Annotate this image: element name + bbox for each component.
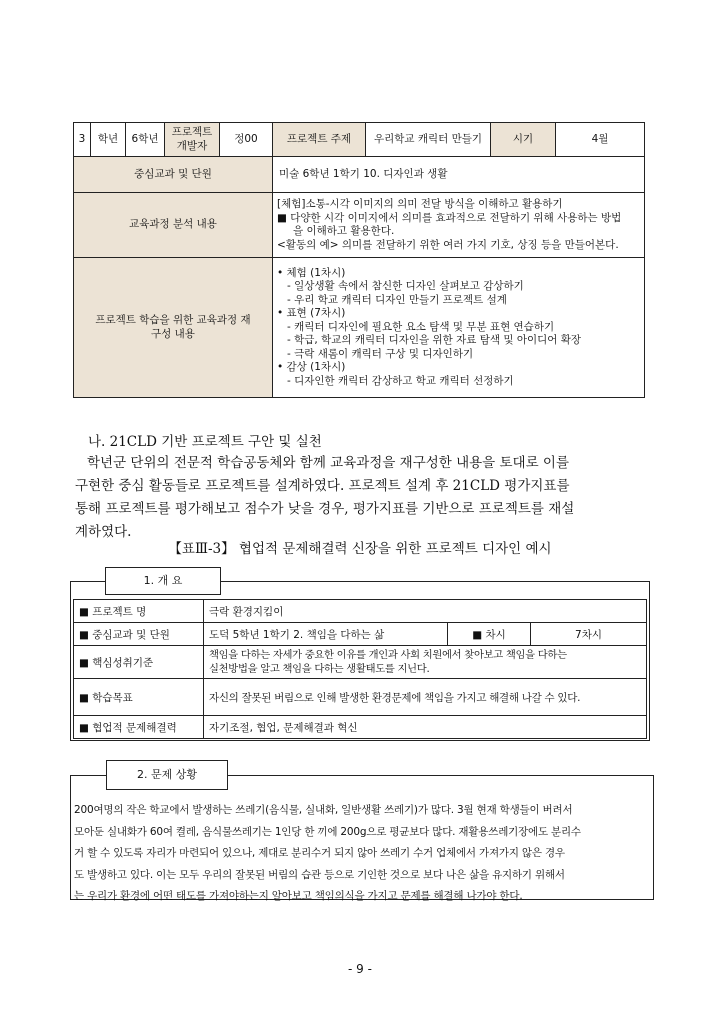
reconstruct-line: - 캐릭터 디자인에 필요한 요소 탐색 및 무분 표현 연습하기 [287,320,555,333]
reconstruct-line: - 디자인한 캐릭터 감상하고 학교 캐릭터 선정하기 [287,374,514,387]
session-label: ■ 차시 [448,623,531,646]
reconstruct-line: - 학급, 학교의 캐릭터 디자인을 위한 자료 탐색 및 아이디어 확장 [287,334,582,347]
paragraph-line: 구현한 중심 활동들로 프로젝트를 설계하였다. 프로젝트 설계 후 21CLD 평가지표를 [75,478,570,494]
problem-line: 는 우리가 환경에 어떤 태도를 가져야하는지 알아보고 책임의식을 가지고 문제를 해결해 나가야 한다. [74,890,523,902]
developer-value: 정00 [220,123,273,157]
reconstruct-content [273,258,645,398]
skill-value: 자기조절, 협업, 문제해결과 혁신 [204,716,647,739]
analysis-line: ■ 다양한 시각 이미지에서 의미를 효과적으로 전달하기 위해 사용하는 방법 [277,211,622,224]
problem-line: 모아둔 실내화가 60여 켤레, 음식물쓰레기는 1인당 한 끼에 200g으로 평균보다 많다. 재활용쓰레기장에도 분리수 [74,825,581,838]
problem-text [74,800,652,908]
analysis-line: <활동의 예> 의미를 전달하기 위한 여러 가지 기호, 상징 등을 만들어본다. [277,238,619,251]
analysis-line: 을 이해하고 활용한다. [293,225,395,237]
section-heading: 나. 21CLD 기반 프로젝트 구안 및 실천 [88,434,322,450]
paragraph-line: 통해 프로젝트를 평가해보고 점수가 낮을 경우, 평가지표를 기반으로 프로젝트를 재설 [75,501,575,517]
analysis-content [273,193,645,258]
standard-line: 실천방법을 알고 책임을 다하는 생활태도를 지닌다. [209,663,430,675]
reconstruct-line: • 감상 (1차시) [277,361,346,374]
subject-value: 미술 6학년 1학기 10. 디자인과 생활 [273,157,645,193]
page-number: - 9 - [348,962,372,976]
paragraph-line: 학년군 단위의 전문적 학습공동체와 함께 교육과정을 재구성한 내용을 토대로 이를 [87,455,570,471]
reconstruct-label: 프로젝트 학습을 위한 교육과정 재구성 내용 [74,258,273,398]
curriculum-table [73,122,645,398]
grade-label: 학년 [91,123,126,157]
reconstruct-line: • 표현 (7차시) [277,307,346,320]
problem-line: 거 할 수 있도록 자리가 마련되어 있으나, 제대로 분리수거 되지 않아 쓰레기 수거 업체에서 가져가지 않은 경우 [74,847,565,859]
developer-label: 프로젝트 개발자 [165,123,220,157]
reconstruct-line: - 우리 학교 캐릭터 디자인 만들기 프로젝트 설계 [287,293,507,306]
goal-value: 자신의 잘못된 버림으로 인해 발생한 환경문제에 책임을 가지고 해결해 나갈 수 있다. [204,679,647,716]
paragraph-line: 계하였다. [75,524,132,540]
session-value: 7차시 [531,623,647,646]
period-label: 시기 [491,123,556,157]
table-caption: 【표Ⅲ-3】 협업적 문제해결력 신장을 위한 프로젝트 디자인 예시 [168,541,552,557]
analysis-line: [체험]소통-시각 이미지의 의미 전달 방식을 이해하고 활용하기 [277,198,563,210]
reconstruct-line: • 체험 (1차시) [277,266,346,279]
goal-label: ■ 학습목표 [74,679,204,716]
body-paragraph [75,452,650,544]
project-name-value: 극락 환경지킴이 [204,600,647,623]
standard-line: 책임을 다하는 자세가 중요한 이유를 개인과 사회 치원에서 찾아보고 책임을 다하는 [209,649,567,661]
subject-label: 중심교과 및 단원 [74,157,273,193]
standard-label: ■ 핵심성취기준 [74,646,204,679]
grade-value: 6학년 [126,123,165,157]
reconstruct-line: - 일상생활 속에서 참신한 디자인 살펴보고 감상하기 [287,280,524,293]
overview-table [73,599,647,739]
subject-value: 도덕 5학년 1학기 2. 책임을 다하는 삶 [204,623,448,646]
topic-value: 우리학교 캐릭터 만들기 [366,123,491,157]
subject-label: ■ 중심교과 및 단원 [74,623,204,646]
skill-label: ■ 협업적 문제해결력 [74,716,204,739]
analysis-label: 교육과정 분석 내용 [74,193,273,258]
period-value: 4월 [556,123,645,157]
problem-line: 도 발생하고 있다. 이는 모두 우리의 잘못된 버림의 습관 등으로 기인한 것으로 보다 나은 삶을 유지하기 위해서 [74,868,565,881]
topic-label: 프로젝트 주제 [273,123,366,157]
overview-tab: 1. 개 요 [105,567,221,595]
standard-value [204,646,647,679]
project-name-label: ■ 프로젝트 명 [74,600,204,623]
reconstruct-line: - 극락 새롬이 캐릭터 구상 및 디자인하기 [287,347,474,360]
problem-line: 200여명의 작은 학교에서 발생하는 쓰레기(음식물, 실내화, 일반생활 쓰레기)가 많다. 3월 현재 학생들이 버려서 [74,804,573,816]
grade-number: 3 [74,123,91,157]
problem-tab: 2. 문제 상황 [106,760,228,790]
